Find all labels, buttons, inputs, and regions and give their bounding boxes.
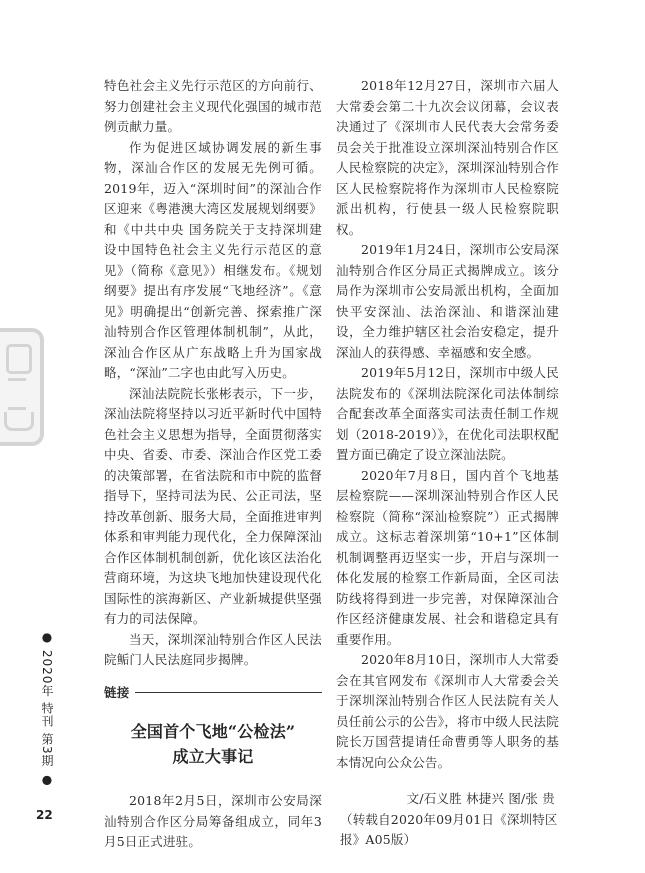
emblem-stroke bbox=[4, 412, 34, 431]
body-paragraph: 特色社会主义先行示范区的方向前行、努力创建社会主义现代化强国的城市范例贡献力量。 bbox=[104, 78, 322, 134]
link-section-header bbox=[104, 683, 322, 704]
body-paragraph: 2018年2月5日，深圳市公安局深汕特别合作区分局筹备组成立，同年3月5日正式进驻。 bbox=[104, 793, 322, 849]
sidebar-title bbox=[104, 719, 322, 769]
running-head-text: ● 2020年 特刊 第3期 ● bbox=[40, 630, 54, 788]
body-paragraph: 当天，深圳深汕特别合作区人民法院鲘门人民法庭同步揭牌。 bbox=[104, 631, 322, 667]
link-label: 链接 bbox=[104, 684, 130, 700]
link-divider bbox=[135, 692, 322, 693]
side-logo-emblem bbox=[0, 328, 44, 446]
emblem-stroke bbox=[6, 344, 32, 374]
author-credit: 文/石义胜 林捷兴 图/张 贵 bbox=[406, 791, 555, 806]
body-paragraph: 作为促进区域协调发展的新生事物，深汕合作区的发展无先例可循。2019年，迈入“深圳时间”的深汕合作区迎来《粤港澳大湾区发展规划纲要》和《中共中央 国务院关于支持深圳建设中国特色社会主义先行示范区的意见》（简称《意见》）相继发布。《规划纲要》提出有序发展“飞地经济”。《意见》明确提出“创新完善、探索推广深汕特别合作区管理体制机制”，从此，深汕合作区从广东战略上升为国家战略，“深汕”二字也由此写入历史。 bbox=[104, 139, 322, 380]
page-number: 22 bbox=[36, 808, 53, 822]
byline-block bbox=[336, 789, 559, 851]
body-paragraph: 2018年12月27日，深圳市六届人大常委会第二十九次会议闭幕，会议表决通过了《深圳市人民代表大会常务委员会关于批准设立深圳深汕特别合作区人民检察院的决定》，深圳深汕特别合作区人民检察院将作为深圳市人民检察院派出机构，行使县一级人民检察院职权。 bbox=[336, 78, 559, 237]
emblem-stroke bbox=[8, 378, 26, 410]
body-paragraph: 2019年1月24日，深圳市公安局深汕特别合作区分局正式揭牌成立。该分局作为深圳市公安局派出机构，全面加快平安深汕、法治深汕、和谐深汕建设，全力维护辖区社会治安稳定，提升深汕人的获得感、幸福感和安全感。 bbox=[336, 242, 559, 360]
body-paragraph: 深汕法院院长张彬表示，下一步，深汕法院将坚持以习近平新时代中国特色社会主义思想为指导，全面贯彻落实中央、省委、市委、深汕合作区党工委的决策部署，在省法院和市中院的监督指导下，坚持司法为民、公正司法，坚持改革创新、服务大局，全面推进审判体系和审判能力现代化，全力保障深汕合作区体制机制创新，优化该区法治化营商环境，为这块飞地加快建设现代化国际性的滨海新区、产业新城提供坚强有力的司法保障。 bbox=[104, 385, 322, 626]
body-paragraph: 2019年5月12日，深圳市中级人民法院发布的《深圳法院深化司法体制综合配套改革全面落实司法责任制工作规划（2018-2019）》，在优化司法职权配置方面已确定了设立深汕法院。 bbox=[336, 365, 559, 462]
right-column bbox=[336, 76, 559, 851]
left-column bbox=[104, 76, 322, 853]
running-head bbox=[40, 630, 56, 787]
sidebar-title-line: 成立大事记 bbox=[172, 747, 254, 766]
body-paragraph: 2020年7月8日，国内首个飞地基层检察院——深圳深汕特别合作区人民检察院（简称“深汕检察院”）正式揭牌成立。这标志着深圳第“10+1”区体制机制调整再迈坚实一步，开启与深圳一体化发展的检察工作新局面，全区司法防线将得到进一步完善，对保障深汕合作区经济健康发展、社会和谐稳定具有重要作用。 bbox=[336, 467, 559, 647]
source-credit: （转载自2020年09月01日《深圳特区报》A05版） bbox=[340, 811, 558, 847]
sidebar-title-line: 全国首个飞地“公检法” bbox=[130, 722, 296, 741]
body-paragraph: 2020年8月10日，深圳市人大常委会在其官网发布《深圳市人大常委会关于深圳深汕特别合作区人民法院有关人员任前公示的公告》，将市中级人民法院院长万国营提请任命曹勇等人职务的基本情况向公众公告。 bbox=[336, 652, 559, 770]
